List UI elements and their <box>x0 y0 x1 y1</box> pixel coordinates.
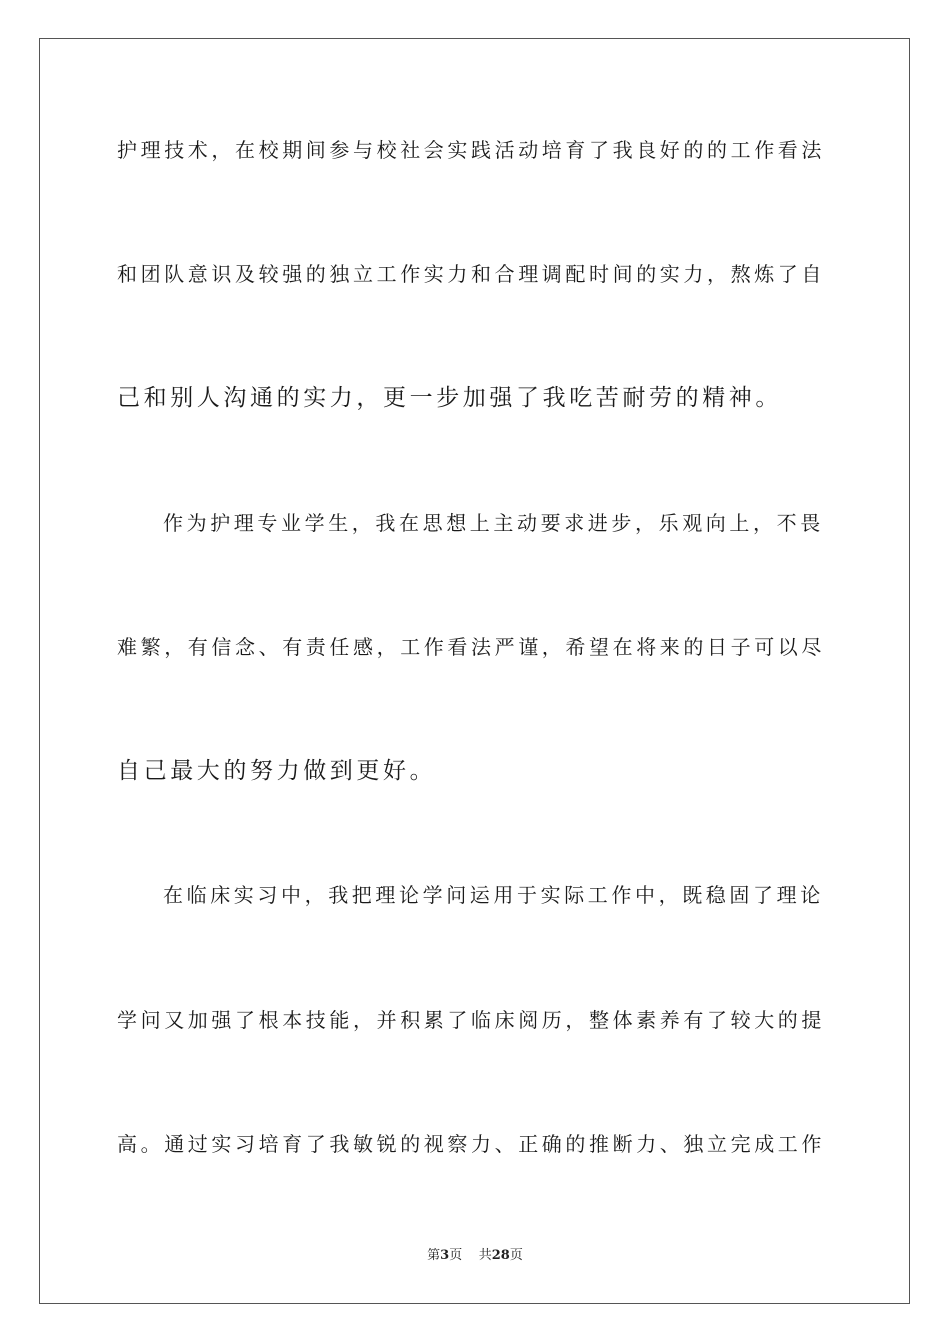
total-pages: 28 <box>491 1248 510 1263</box>
text-line: 高。通过实习培育了我敏锐的视察力、正确的推断力、独立完成工作 <box>117 1132 825 1156</box>
page-border <box>39 38 910 1304</box>
page-footer <box>0 1246 950 1266</box>
page-prefix: 第 <box>427 1248 441 1263</box>
text-line: 和团队意识及较强的独立工作实力和合理调配时间的实力，熬炼了自 <box>117 262 825 286</box>
paragraph-first-line: 作为护理专业学生，我在思想上主动要求进步，乐观向上，不畏 <box>163 511 824 535</box>
page-suffix: 页 <box>449 1248 463 1263</box>
page-number: 3 <box>440 1248 450 1263</box>
paragraph-first-line: 在临床实习中，我把理论学问运用于实际工作中，既稳固了理论 <box>163 883 824 907</box>
text-line: 学问又加强了根本技能，并积累了临床阅历，整体素养有了较大的提 <box>117 1008 825 1032</box>
total-suffix: 页 <box>509 1248 523 1263</box>
text-line: 护理技术，在校期间参与校社会实践活动培育了我良好的的工作看法 <box>117 138 825 162</box>
text-line: 自己最大的努力做到更好。 <box>117 758 437 784</box>
text-line: 难繁，有信念、有责任感，工作看法严谨，希望在将来的日子可以尽 <box>117 635 825 659</box>
total-prefix: 共 <box>478 1248 492 1263</box>
text-line: 己和别人沟通的实力，更一步加强了我吃苦耐劳的精神。 <box>117 385 782 411</box>
